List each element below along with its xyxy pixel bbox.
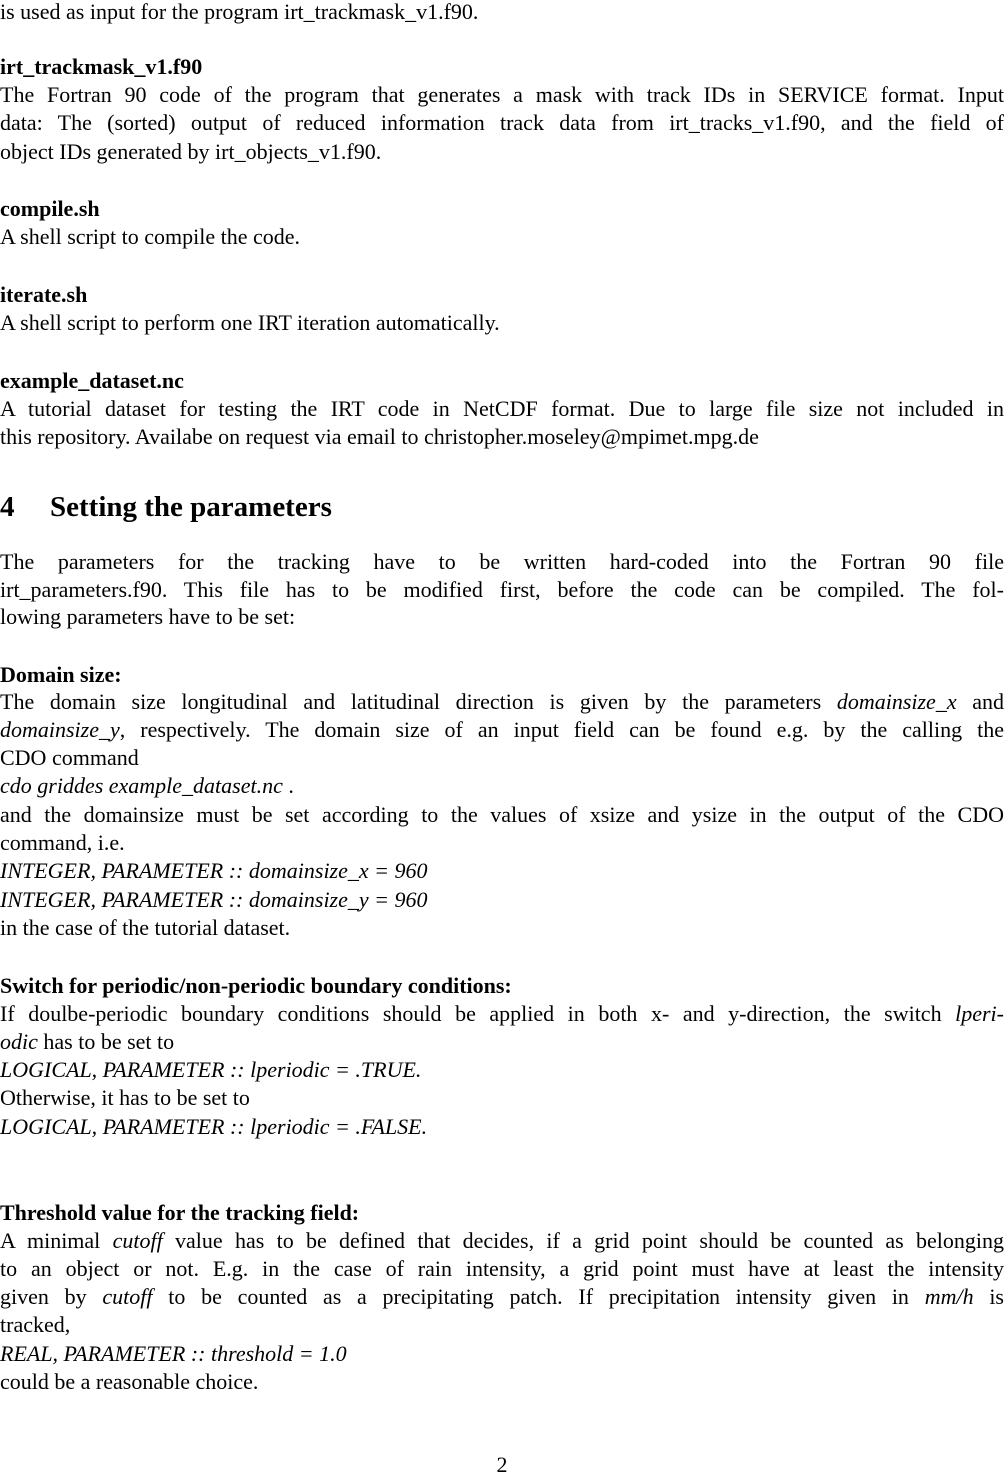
text-line — [0, 801, 1004, 829]
text-line — [0, 1000, 1004, 1028]
bold-text: compile.sh — [0, 196, 100, 221]
italic-text: REAL, PARAMETER :: threshold = 1.0 — [0, 1341, 347, 1366]
text: to be counted as a precipitating patch. If precipitation intensity given in — [152, 1284, 925, 1309]
text: The domain size longitudinal and latitudinal direction is given by the parameters — [0, 689, 837, 714]
text: irt_parameters.f90. This file has to be modified first, before the code can be compiled. The fol- — [0, 577, 1004, 602]
bold-text: irt_trackmask_v1.f90 — [0, 54, 203, 79]
text: The parameters for the tracking have to be written hard-coded into the Fortran 90 file — [0, 549, 1004, 574]
italic-text: domainsize_y — [0, 717, 120, 742]
paragraph-heading — [0, 195, 1004, 223]
bold-text: Domain size: — [0, 662, 122, 687]
text-line — [0, 395, 1004, 423]
section-heading — [0, 488, 1004, 526]
bold-text: Threshold value for the tracking field: — [0, 1200, 360, 1225]
italic-text: cutoff — [102, 1284, 153, 1309]
text-line — [0, 1113, 1004, 1141]
text: is — [973, 1284, 1004, 1309]
text: A tutorial dataset for testing the IRT code in NetCDF format. Due to large file size not included in — [0, 396, 1004, 421]
text-line — [0, 829, 1004, 857]
paragraph-heading — [0, 367, 1004, 395]
text: lowing parameters have to be set: — [0, 604, 296, 629]
text: A shell script to perform one IRT iteration automatically. — [0, 310, 500, 335]
text-line — [0, 423, 1004, 451]
italic-text: cutoff — [112, 1228, 163, 1253]
text-line — [0, 688, 1004, 716]
paragraph-heading — [0, 53, 1004, 81]
text-line — [0, 1056, 1004, 1084]
bold-text: iterate.sh — [0, 282, 88, 307]
text-line — [0, 914, 1004, 942]
text-line — [0, 886, 1004, 914]
paragraph-heading — [0, 972, 1004, 1000]
italic-text: mm/h — [924, 1284, 974, 1309]
bold-text: example_dataset.nc — [0, 368, 184, 393]
text: CDO command — [0, 745, 139, 770]
text: command, i.e. — [0, 830, 125, 855]
text-line — [0, 1255, 1004, 1283]
text-line — [0, 1028, 1004, 1056]
text-line — [0, 109, 1004, 137]
text-line — [0, 223, 1004, 251]
text: this repository. Availabe on request via email to christopher.moseley@mpimet.mpg.de — [0, 424, 759, 449]
text: The Fortran 90 code of the program that generates a mask with track IDs in SERVICE format. Input — [0, 82, 1004, 107]
text: Setting the parameters — [50, 491, 332, 523]
text-line — [0, 138, 1004, 166]
italic-text: LOGICAL, PARAMETER :: lperiodic = .TRUE. — [0, 1057, 422, 1082]
text: Otherwise, it has to be set to — [0, 1085, 250, 1110]
text-line — [0, 1227, 1004, 1255]
text-line — [0, 857, 1004, 885]
text: data: The (sorted) output of reduced information track data from irt_tracks_v1.f90, and the field of — [0, 110, 1004, 135]
italic-text: INTEGER, PARAMETER :: domainsize_x = 960 — [0, 858, 428, 883]
italic-text: lperi- — [955, 1001, 1004, 1026]
italic-text: domainsize_x — [836, 689, 957, 714]
text: could be a reasonable choice. — [0, 1369, 259, 1394]
italic-text: odic — [0, 1029, 38, 1054]
text: value has to be defined that decides, if a grid point should be counted as belonging — [162, 1228, 1004, 1253]
paragraph-heading — [0, 1199, 1004, 1227]
text: . — [282, 773, 294, 798]
text: If doulbe-periodic boundary conditions should be applied in both x- and y-direction, the switch — [0, 1001, 956, 1026]
text-line — [0, 772, 1004, 800]
italic-text: LOGICAL, PARAMETER :: lperiodic = .FALSE. — [0, 1114, 428, 1139]
italic-text: INTEGER, PARAMETER :: domainsize_y = 960 — [0, 887, 428, 912]
bold-text: Switch for periodic/non-periodic boundary conditions: — [0, 973, 512, 998]
text: , respectively. The domain size of an input field can be found e.g. by the calling the — [119, 717, 1004, 742]
text: A shell script to compile the code. — [0, 224, 300, 249]
text-line — [0, 716, 1004, 744]
text-line — [0, 1283, 1004, 1311]
page-number: 2 — [496, 1452, 508, 1477]
text: in the case of the tutorial dataset. — [0, 915, 291, 940]
text: to an object or not. E.g. in the case of rain intensity, a grid point must have at least the intensity — [0, 1256, 1004, 1281]
italic-text: cdo griddes example_dataset.nc — [0, 773, 283, 798]
paragraph-heading — [0, 281, 1004, 309]
text-line — [0, 81, 1004, 109]
text: object IDs generated by irt_objects_v1.f90. — [0, 139, 382, 164]
text-line — [0, 603, 1004, 631]
text: is used as input for the program irt_trackmask_v1.f90. — [0, 0, 479, 24]
text-line — [0, 1340, 1004, 1368]
text-line — [0, 309, 1004, 337]
section-number: 4 — [0, 491, 15, 523]
text: and — [956, 689, 1004, 714]
text-line — [0, 1368, 1004, 1396]
text-line — [0, 1311, 1004, 1339]
text-line — [0, 0, 1004, 26]
text: A minimal — [0, 1228, 113, 1253]
text: has to be set to — [37, 1029, 175, 1054]
paragraph-heading — [0, 661, 1004, 689]
text-line — [0, 576, 1004, 604]
text-line — [0, 548, 1004, 576]
text: given by — [0, 1284, 103, 1309]
text: tracked, — [0, 1312, 71, 1337]
text: and the domainsize must be set according to the values of xsize and ysize in the output of the CDO — [0, 802, 1004, 827]
text-line — [0, 1084, 1004, 1112]
text-line — [0, 744, 1004, 772]
